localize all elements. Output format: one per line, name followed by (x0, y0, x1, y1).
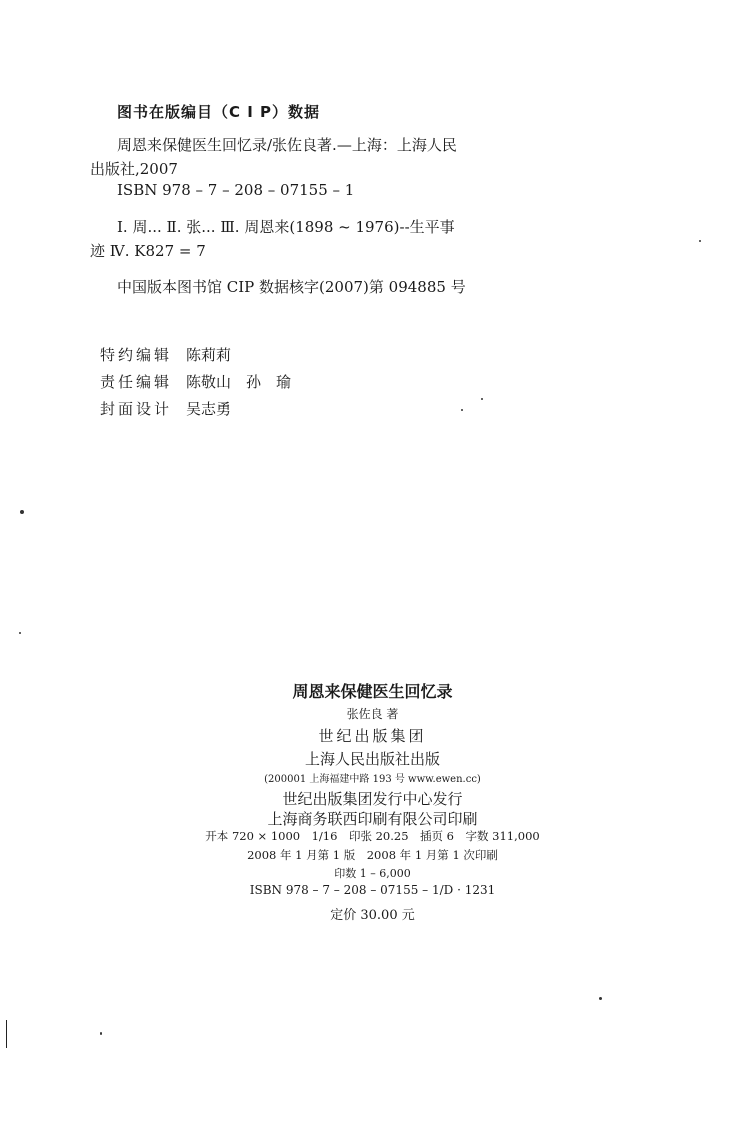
scan-speck (20, 510, 24, 514)
edition-info: 2008 年 1 月第 1 版 2008 年 1 月第 1 次印刷 (247, 848, 498, 862)
credit-row (100, 398, 231, 419)
scan-speck (599, 997, 602, 1000)
credit-name: 陈敬山 孙 瑜 (186, 373, 292, 391)
cip-line-title: 周恩来保健医生回忆录/张佐良著.—上海：上海人民 (117, 136, 457, 154)
publisher-address: (200001 上海福建中路 193 号 www.ewen.cc) (264, 774, 481, 785)
price: 定价 30.00 元 (330, 908, 415, 923)
credit-role: 封面设计 (100, 400, 173, 418)
cip-heading: 图书在版编目（C I P）数据 (117, 103, 321, 121)
credit-role: 责任编辑 (100, 373, 173, 391)
cip-verification-number: 中国版本图书馆 CIP 数据核字(2007)第 094885 号 (117, 278, 466, 296)
scan-edge-line (6, 1020, 7, 1048)
printer: 上海商务联西印刷有限公司印刷 (267, 810, 478, 828)
scan-speck (461, 409, 463, 411)
credit-row (100, 344, 231, 365)
format-specs: 开本 720 × 1000 1/16 印张 20.25 插页 6 字数 311,000 (205, 829, 540, 843)
print-run: 印数 1 – 6,000 (334, 867, 411, 880)
cip-line-publisher: 出版社,2007 (90, 160, 178, 178)
cip-line-classification: 迹 Ⅳ. K827 = 7 (90, 242, 206, 260)
publisher: 上海人民出版社出版 (304, 750, 440, 768)
scan-speck (100, 1032, 102, 1035)
scan-speck (481, 398, 483, 400)
credit-name: 陈莉莉 (186, 346, 232, 364)
cip-line-subjects: Ⅰ. 周... Ⅱ. 张... Ⅲ. 周恩来(1898 ~ 1976)--生平事 (117, 218, 455, 236)
book-title: 周恩来保健医生回忆录 (292, 682, 453, 701)
credit-row (100, 371, 291, 392)
scan-speck (19, 632, 21, 634)
distributor: 世纪出版集团发行中心发行 (282, 790, 463, 808)
scan-speck (699, 240, 701, 242)
book-author: 张佐良 著 (346, 707, 399, 721)
cip-line-isbn: ISBN 978 – 7 – 208 – 07155 – 1 (117, 181, 355, 199)
credit-name: 吴志勇 (186, 400, 232, 418)
colophon-isbn: ISBN 978 – 7 – 208 – 07155 – 1/D · 1231 (249, 883, 496, 897)
credit-role: 特约编辑 (100, 346, 173, 364)
publishing-group: 世纪出版集团 (318, 727, 427, 745)
